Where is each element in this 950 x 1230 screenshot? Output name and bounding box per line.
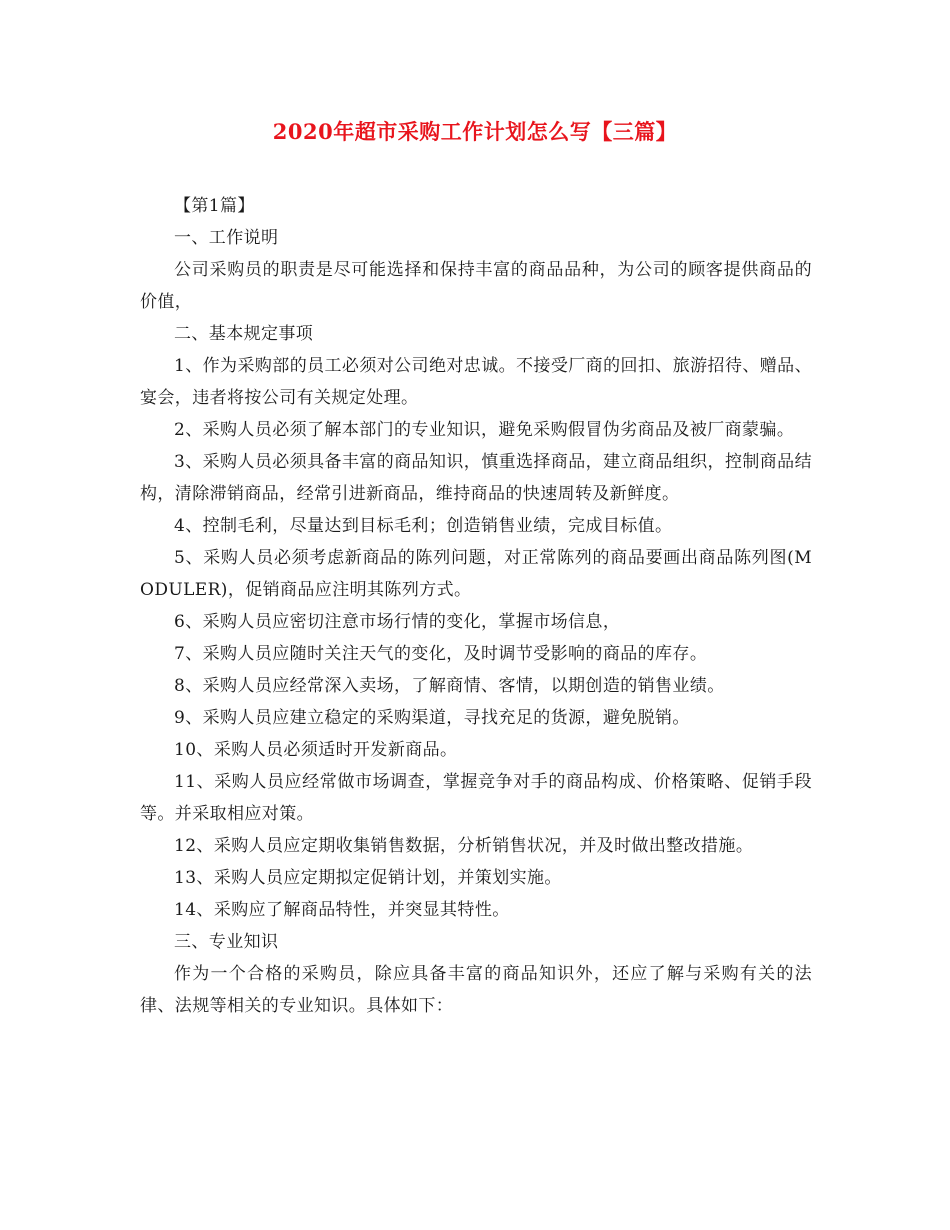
rule-item-14: 14、采购应了解商品特性，并突显其特性。 [174, 900, 510, 920]
paragraph-professional-knowledge: 作为一个合格的采购员，除应具备丰富的商品知识外，还应了解与采购有关的法律、法规等相关的专业知识。具体如下： [140, 964, 812, 1016]
rule-item-7: 7、采购人员应随时关注天气的变化，及时调节受影响的商品的库存。 [174, 644, 708, 664]
rule-item-5: 5、采购人员必须考虑新商品的陈列问题，对正常陈列的商品要画出商品陈列图(MODULER)，促销商品应注明其陈列方式。 [140, 548, 812, 600]
rule-item-1: 1、作为采购部的员工必须对公司绝对忠诚。不接受厂商的回扣、旅游招待、赠品、宴会，违者将按公司有关规定处理。 [140, 356, 812, 408]
rule-item-4: 4、控制毛利，尽量达到目标毛利；创造销售业绩，完成目标值。 [174, 516, 673, 536]
paragraph-duty: 公司采购员的职责是尽可能选择和保持丰富的商品品种，为公司的顾客提供商品的价值， [140, 260, 812, 312]
document-body [140, 190, 812, 1022]
rule-item-12: 12、采购人员应定期收集销售数据，分析销售状况，并及时做出整改措施。 [174, 836, 754, 856]
heading-work-description: 一、工作说明 [174, 228, 279, 248]
rule-item-3: 3、采购人员必须具备丰富的商品知识，慎重选择商品，建立商品组织，控制商品结构，清除滞销商品，经常引进新商品，维持商品的快速周转及新鲜度。 [140, 452, 812, 504]
rule-item-10: 10、采购人员必须适时开发新商品。 [174, 740, 458, 760]
rule-item-8: 8、采购人员应经常深入卖场，了解商情、客情，以期创造的销售业绩。 [174, 676, 725, 696]
rule-item-11: 11、采购人员应经常做市场调查，掌握竞争对手的商品构成、价格策略、促销手段等。并采取相应对策。 [140, 772, 812, 824]
document-title: 2020年超市采购工作计划怎么写【三篇】 [272, 119, 678, 144]
heading-professional-knowledge: 三、专业知识 [174, 932, 279, 952]
rule-item-9: 9、采购人员应建立稳定的采购渠道，寻找充足的货源，避免脱销。 [174, 708, 690, 728]
rule-item-13: 13、采购人员应定期拟定促销计划，并策划实施。 [174, 868, 562, 888]
rule-item-6: 6、采购人员应密切注意市场行情的变化，掌握市场信息， [174, 612, 621, 632]
section-heading-part1: 【第1篇】 [174, 196, 255, 216]
heading-basic-rules: 二、基本规定事项 [174, 324, 314, 344]
rule-item-2: 2、采购人员必须了解本部门的专业知识，避免采购假冒伪劣商品及被厂商蒙骗。 [174, 420, 795, 440]
